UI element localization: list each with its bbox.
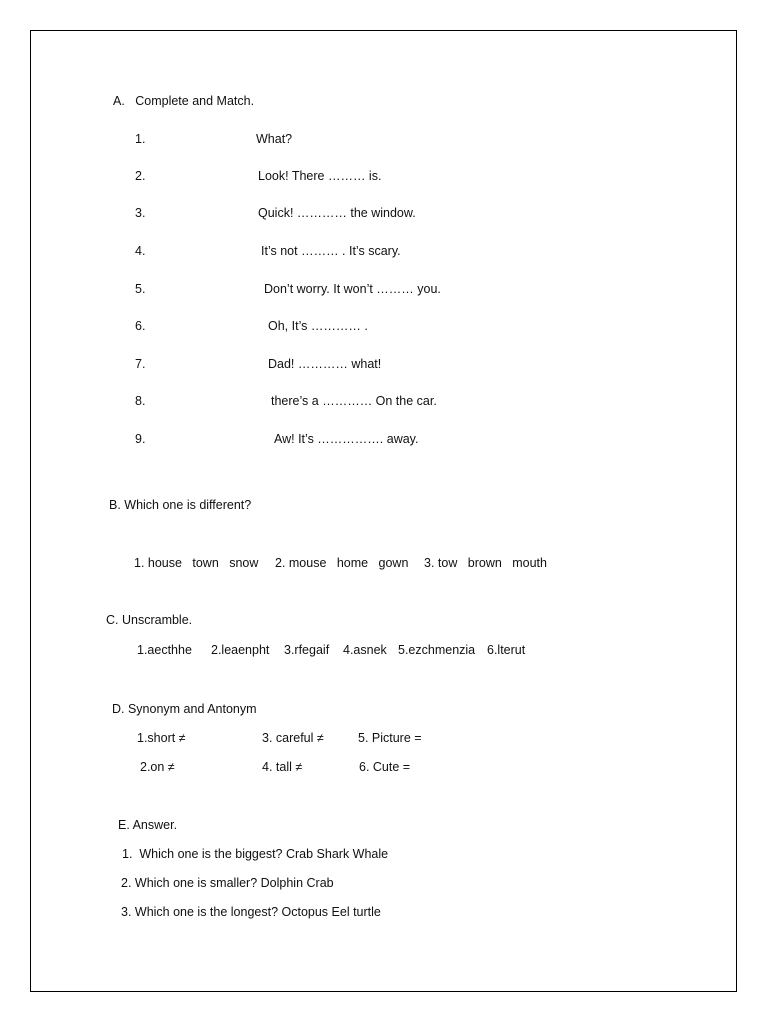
section-c-heading: C. Unscramble.	[106, 613, 193, 627]
section-d-item-2: 2.on ≠	[140, 760, 175, 774]
section-a-item-2-text: Look! There ……… is.	[258, 169, 382, 183]
section-a-item-6-number: 6.	[135, 319, 146, 333]
section-a-item-3-number: 3.	[135, 206, 146, 220]
section-e-heading: E. Answer.	[118, 818, 178, 832]
section-d-item-3: 3. careful ≠	[262, 731, 324, 745]
section-c-word-6: 6.lterut	[487, 643, 526, 657]
section-a-item-8-text: there’s a ………… On the car.	[271, 394, 437, 408]
section-d-item-5: 5. Picture =	[358, 731, 422, 745]
section-b-group-3: 3. tow brown mouth	[424, 556, 547, 570]
section-d-item-4: 4. tall ≠	[262, 760, 303, 774]
section-a-item-4-text: It’s not ……… . It’s scary.	[261, 244, 401, 258]
section-a-item-9-number: 9.	[135, 432, 146, 446]
section-a-item-1-number: 1.	[135, 132, 146, 146]
section-d-item-6: 6. Cute =	[359, 760, 411, 774]
section-c-word-3: 3.rfegaif	[284, 643, 330, 657]
section-d-item-1: 1.short ≠	[137, 731, 186, 745]
section-c-word-1: 1.aecthhe	[137, 643, 192, 657]
section-a-item-5-number: 5.	[135, 282, 146, 296]
section-c-word-4: 4.asnek	[343, 643, 387, 657]
section-e-question-2: 2. Which one is smaller? Dolphin Crab	[121, 876, 334, 890]
section-a-item-4-number: 4.	[135, 244, 146, 258]
section-a-item-3-text: Quick! ………… the window.	[258, 206, 416, 220]
section-b-group-2: 2. mouse home gown	[275, 556, 409, 570]
section-a-item-2-number: 2.	[135, 169, 146, 183]
section-c-word-2: 2.leaenpht	[211, 643, 270, 657]
section-a-item-9-text: Aw! It’s ……………. away.	[274, 432, 419, 446]
section-a-item-5-text: Don’t worry. It won’t ……… you.	[264, 282, 441, 296]
section-c-word-5: 5.ezchmenzia	[398, 643, 476, 657]
section-a-item-7-text: Dad! ………… what!	[268, 357, 382, 371]
section-e-question-3: 3. Which one is the longest? Octopus Eel turtle	[121, 905, 381, 919]
section-a-item-6-text: Oh, It’s ………… .	[268, 319, 368, 333]
section-b-heading: B. Which one is different?	[109, 498, 252, 512]
section-a-item-1-text: What?	[256, 132, 293, 146]
section-a-item-8-number: 8.	[135, 394, 146, 408]
section-e-question-1: 1. Which one is the biggest? Crab Shark Whale	[122, 847, 389, 861]
section-a-item-7-number: 7.	[135, 357, 146, 371]
section-b-group-1: 1. house town snow	[134, 556, 259, 570]
section-a-heading: A. Complete and Match.	[113, 94, 255, 108]
section-d-heading: D. Synonym and Antonym	[112, 702, 257, 716]
